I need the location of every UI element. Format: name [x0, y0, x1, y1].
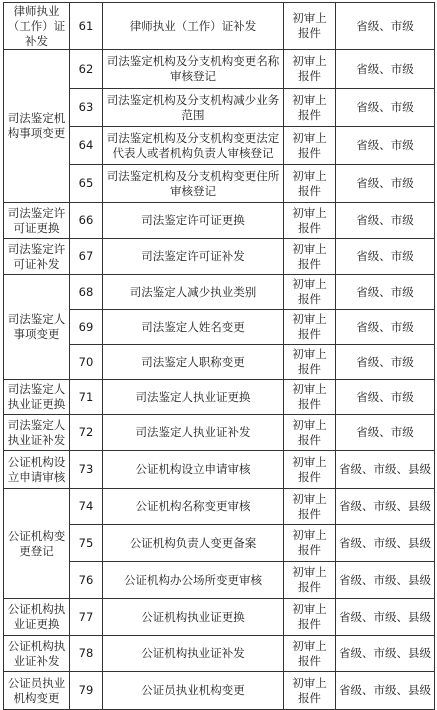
table-row — [4, 239, 435, 275]
category-cell: 司法鉴定人执业证补发 — [4, 415, 70, 451]
handling-method: 初审上报件 — [284, 89, 336, 127]
table-row — [4, 599, 435, 636]
category-cell: 司法鉴定许可证补发 — [4, 239, 70, 275]
item-name: 律师执业（工作）证补发 — [103, 3, 284, 50]
item-name: 司法鉴定人职称变更 — [103, 345, 284, 380]
handling-level: 省级、市级、县级 — [336, 636, 435, 672]
item-name: 司法鉴定机构及分支机构变更名称审核登记 — [103, 50, 284, 89]
category-cell: 司法鉴定人执业证更换 — [4, 380, 70, 415]
row-number: 77 — [70, 599, 103, 636]
table-row — [4, 489, 435, 525]
row-number: 79 — [70, 672, 103, 710]
item-name: 司法鉴定人姓名变更 — [103, 310, 284, 345]
category-cell: 公证机构执业证补发 — [4, 636, 70, 672]
table-row — [4, 415, 435, 451]
row-number: 78 — [70, 636, 103, 672]
item-name: 司法鉴定机构及分支机构减少业务范围 — [103, 89, 284, 127]
item-name: 司法鉴定人执业证补发 — [103, 415, 284, 451]
item-name: 司法鉴定许可证更换 — [103, 203, 284, 239]
item-name: 司法鉴定人执业证更换 — [103, 380, 284, 415]
handling-level: 省级、市级、县级 — [336, 489, 435, 525]
handling-level: 省级、市级 — [336, 89, 435, 127]
table-row — [4, 672, 435, 710]
category-cell: 公证机构变更登记 — [4, 489, 70, 599]
handling-level: 省级、市级 — [336, 239, 435, 275]
item-name: 公证机构办公场所变更审核 — [103, 562, 284, 599]
handling-method: 初审上报件 — [284, 275, 336, 310]
table-row — [4, 451, 435, 489]
row-number: 68 — [70, 275, 103, 310]
handling-level: 省级、市级 — [336, 310, 435, 345]
row-number: 67 — [70, 239, 103, 275]
handling-method: 初审上报件 — [284, 672, 336, 710]
item-name: 公证机构负责人变更备案 — [103, 525, 284, 562]
category-cell: 司法鉴定许可证更换 — [4, 203, 70, 239]
handling-method: 初审上报件 — [284, 415, 336, 451]
handling-level: 省级、市级 — [336, 127, 435, 165]
handling-level: 省级、市级、县级 — [336, 672, 435, 710]
row-number: 69 — [70, 310, 103, 345]
row-number: 75 — [70, 525, 103, 562]
handling-method: 初审上报件 — [284, 3, 336, 50]
category-cell: 司法鉴定机构事项变更 — [4, 50, 70, 203]
handling-method: 初审上报件 — [284, 489, 336, 525]
category-cell: 律师执业（工作）证补发 — [4, 3, 70, 50]
row-number: 76 — [70, 562, 103, 599]
handling-level: 省级、市级 — [336, 203, 435, 239]
item-name: 公证机构执业证补发 — [103, 636, 284, 672]
item-name: 公证机构名称变更审核 — [103, 489, 284, 525]
row-number: 62 — [70, 50, 103, 89]
handling-level: 省级、市级、县级 — [336, 562, 435, 599]
category-cell: 公证员执业机构变更 — [4, 672, 70, 710]
category-cell: 司法鉴定人事项变更 — [4, 275, 70, 380]
row-number: 66 — [70, 203, 103, 239]
handling-level: 省级、市级、县级 — [336, 451, 435, 489]
table-row — [4, 203, 435, 239]
handling-level: 省级、市级 — [336, 345, 435, 380]
handling-level: 省级、市级 — [336, 275, 435, 310]
item-name: 公证机构设立申请审核 — [103, 451, 284, 489]
service-items-table — [3, 2, 435, 710]
handling-method: 初审上报件 — [284, 345, 336, 380]
handling-method: 初审上报件 — [284, 127, 336, 165]
table-row — [4, 3, 435, 50]
category-cell: 公证机构执业证更换 — [4, 599, 70, 636]
handling-level: 省级、市级 — [336, 3, 435, 50]
handling-method: 初审上报件 — [284, 239, 336, 275]
row-number: 63 — [70, 89, 103, 127]
handling-method: 初审上报件 — [284, 599, 336, 636]
category-cell: 公证机构设立申请审核 — [4, 451, 70, 489]
handling-level: 省级、市级 — [336, 380, 435, 415]
item-name: 司法鉴定机构及分支机构变更住所审核登记 — [103, 165, 284, 203]
handling-method: 初审上报件 — [284, 562, 336, 599]
row-number: 64 — [70, 127, 103, 165]
handling-method: 初审上报件 — [284, 165, 336, 203]
row-number: 61 — [70, 3, 103, 50]
row-number: 65 — [70, 165, 103, 203]
table-row — [4, 636, 435, 672]
row-number: 73 — [70, 451, 103, 489]
handling-method: 初审上报件 — [284, 451, 336, 489]
table-row — [4, 380, 435, 415]
handling-level: 省级、市级、县级 — [336, 525, 435, 562]
item-name: 公证机构执业证更换 — [103, 599, 284, 636]
row-number: 72 — [70, 415, 103, 451]
handling-level: 省级、市级 — [336, 165, 435, 203]
row-number: 71 — [70, 380, 103, 415]
handling-method: 初审上报件 — [284, 525, 336, 562]
item-name: 公证员执业机构变更 — [103, 672, 284, 710]
table-row — [4, 275, 435, 310]
handling-method: 初审上报件 — [284, 50, 336, 89]
item-name: 司法鉴定人减少执业类别 — [103, 275, 284, 310]
item-name: 司法鉴定机构及分支机构变更法定代表人或者机构负责人审核登记 — [103, 127, 284, 165]
handling-level: 省级、市级 — [336, 415, 435, 451]
item-name: 司法鉴定许可证补发 — [103, 239, 284, 275]
row-number: 74 — [70, 489, 103, 525]
handling-method: 初审上报件 — [284, 636, 336, 672]
table-row — [4, 50, 435, 89]
handling-method: 初审上报件 — [284, 310, 336, 345]
handling-level: 省级、市级、县级 — [336, 599, 435, 636]
handling-level: 省级、市级 — [336, 50, 435, 89]
handling-method: 初审上报件 — [284, 203, 336, 239]
handling-method: 初审上报件 — [284, 380, 336, 415]
row-number: 70 — [70, 345, 103, 380]
